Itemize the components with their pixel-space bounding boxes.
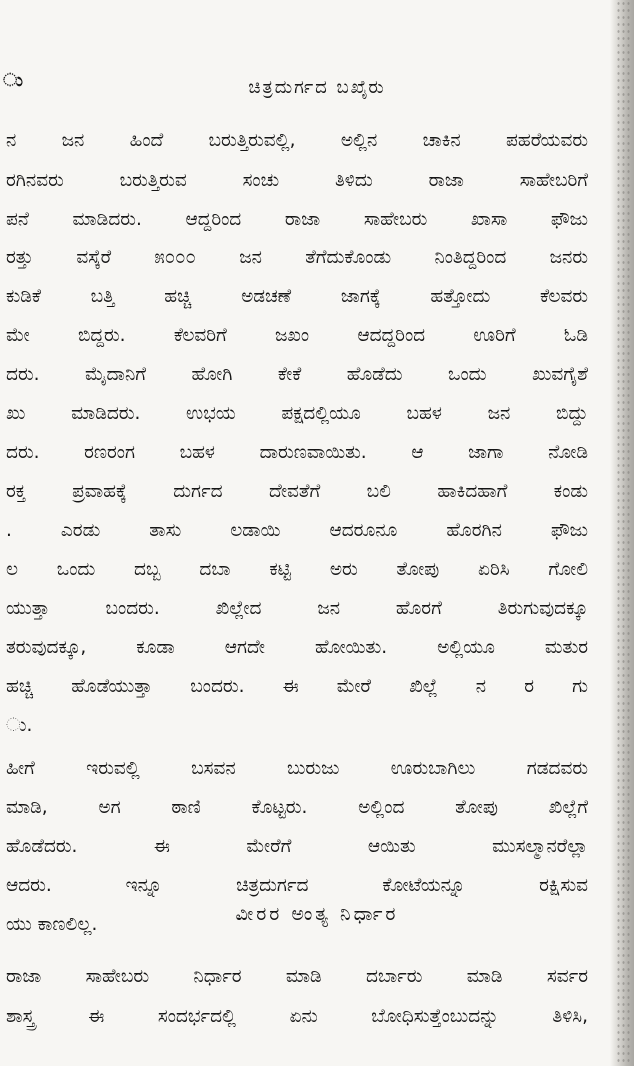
text-line: ು. <box>6 715 33 736</box>
text-line: ಲ ಒಂದು ದಬ್ಬ ದಬಾ ಕಟ್ಟಿ ಅರು ತೋಪು ಏರಿಸಿ ಗೋಲಿ <box>6 559 588 580</box>
text-line: ಯುತ್ತಾ ಬಂದರು. ಖಿಲ್ಲೇದ ಜನ ಹೊರಗೆ ತಿರುಗುವುದಕ್ಕೂ <box>6 598 588 619</box>
text-line: ಹೊಡೆದರು. ಈ ಮೇರೆಗೆ ಆಯಿತು ಮುಸಲ್ಮಾನರೆಲ್ಲಾ <box>6 836 588 857</box>
text-line: ದರು. ಮೈದಾನಿಗೆ ಹೋಗಿ ಕೇಕೆ ಹೊಡೆದು ಒಂದು ಖುವಗೈಶೆ <box>6 364 588 385</box>
text-line: ಹಚ್ಚಿ ಹೊಡೆಯುತ್ತಾ ಬಂದರು. ಈ ಮೇರೆ ಖಿಲ್ಲೆ ನ ರ ಗು <box>6 676 588 697</box>
text-line: ಖು ಮಾಡಿದರು. ಉಭಯ ಪಕ್ಷದಲ್ಲಿಯೂ ಬಹಳ ಜನ ಬಿದ್ದು <box>6 403 588 424</box>
text-line: ಕುಡಿಕೆ ಬತ್ತಿ ಹಚ್ಚಿ ಅಡಚಣೆ ಜಾಗಕ್ಕೆ ಹತ್ತೋದು ಕೆಲವರು <box>6 286 588 307</box>
text-line: ರಗಿನವರು ಬರುತ್ತಿರುವ ಸಂಚು ತಿಳಿದು ರಾಜಾ ಸಾಹೇಬರಿಗೆ <box>6 170 588 191</box>
section-heading: ವೀರರ ಅಂತ್ಯ ನಿರ್ಧಾರ <box>235 903 399 925</box>
text-line: ಪನೆ ಮಾಡಿದರು. ಆದ್ದರಿಂದ ರಾಜಾ ಸಾಹೇಬರು ಖಾಸಾ ಫೌಜು <box>6 209 588 230</box>
text-line: ರತ್ತು ವಸ್ಕೆರೆ ೫೦೦೦ ಜನ ತೆಗೆದುಕೊಂಡು ನಿಂತಿದ್ದರಿಂದ ಜನರು <box>6 247 588 268</box>
running-header: ಚಿತ್ರದುರ್ಗದ ಬಖೈರು <box>248 77 386 98</box>
text-line: ಯು ಕಾಣಲಿಲ್ಲ. <box>6 914 98 935</box>
text-line: ರಕ್ತ ಪ್ರವಾಹಕ್ಕೆ ದುರ್ಗದ ದೇವತೆಗೆ ಬಲಿ ಹಾಕಿದಹಾಗೆ ಕಂಡು <box>6 481 588 502</box>
text-line: ದರು. ರಣರಂಗ ಬಹಳ ದಾರುಣವಾಯಿತು. ಆ ಜಾಗಾ ನೋಡಿ <box>6 442 588 463</box>
text-line: ಶಾಸ್ತ್ರ ಈ ಸಂದರ್ಭದಲ್ಲಿ ಏನು ಬೋಧಿಸುತ್ತೆಂಬುದನ್ನು ತಿಳಿಸಿ, <box>6 1006 588 1027</box>
text-line: ಹೀಗೆ ಇರುವಲ್ಲಿ ಬಸವನ ಬುರುಜು ಊರುಬಾಗಿಲು ಗಡದವರು <box>6 758 588 779</box>
text-line: ತರುವುದಕ್ಕೂ, ಕೂಡಾ ಆಗದೇ ಹೋಯಿತು. ಅಲ್ಲಿಯೂ ಮತುರ <box>6 637 588 658</box>
text-line: ಮಾಡಿ, ಅಗ ಠಾಣಿ ಕೊಟ್ಟರು. ಅಲ್ಲಿಂದ ತೋಪು ಖಿಲ್ಲೆಗೆ <box>6 797 588 818</box>
text-line: . ಎರಡು ತಾಸು ಲಡಾಯಿ ಆದರೂನೂ ಹೊರಗಿನ ಫೌಜು <box>6 520 588 541</box>
text-line: ಮೇ ಬಿದ್ದರು. ಕೆಲವರಿಗೆ ಜಖಂ ಆದದ್ದರಿಂದ ಊರಿಗೆ ಓಡಿ <box>6 325 588 346</box>
text-line: ಆದರು. ಇನ್ನೂ ಚಿತ್ರದುರ್ಗದ ಕೋಟೆಯನ್ನೂ ರಕ್ಷಿಸುವ <box>6 875 588 896</box>
text-line: ರಾಜಾ ಸಾಹೇಬರು ನಿರ್ಧಾರ ಮಾಡಿ ದರ್ಬಾರು ಮಾಡಿ ಸರ್ವರ <box>6 966 588 987</box>
page-number-fragment: ು <box>3 70 23 91</box>
text-line: ನ ಜನ ಹಿಂದೆ ಬರುತ್ತಿರುವಲ್ಲಿ, ಅಲ್ಲಿನ ಚಾಕಿನ ಪಹರೆಯವರು <box>6 130 588 151</box>
